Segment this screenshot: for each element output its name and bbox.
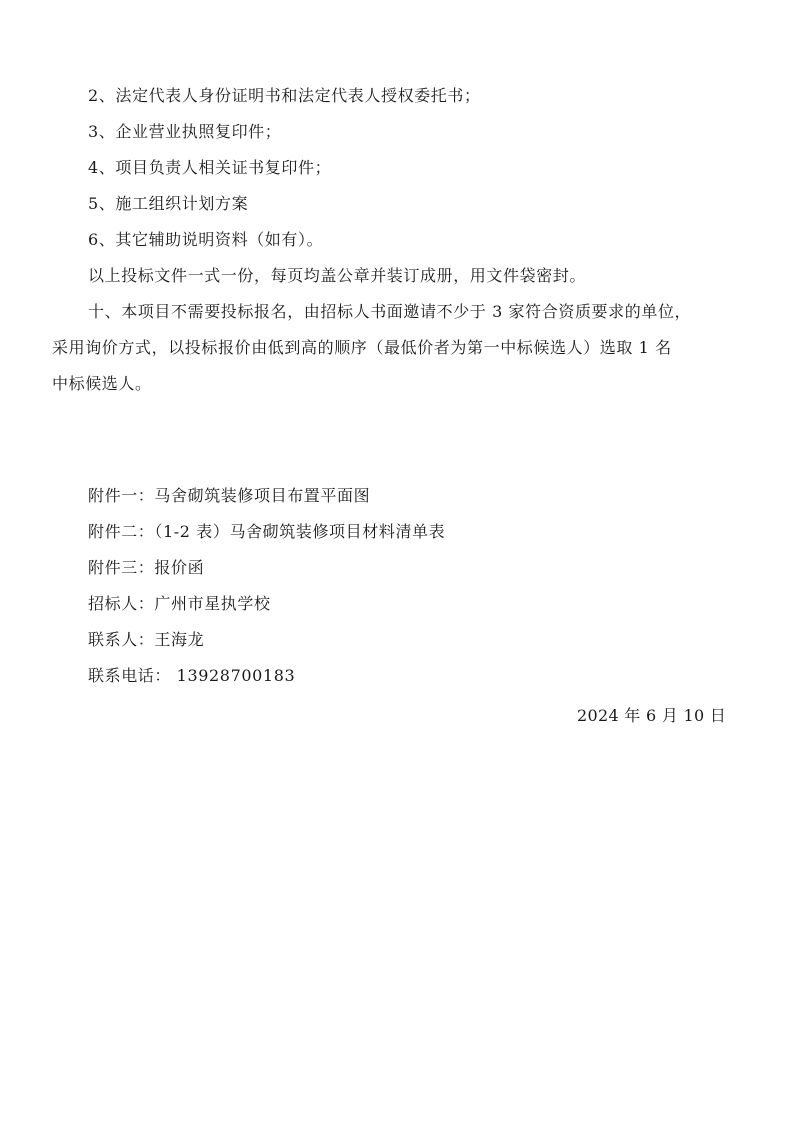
attachment-3: 附件三：报价函 <box>88 558 205 577</box>
sealing-note: 以上投标文件一式一份，每页均盖公章并装订成册，用文件袋密封。 <box>88 266 587 285</box>
section-ten-line-1: 十、本项目不需要投标报名，由招标人书面邀请不少于 3 家符合资质要求的单位， <box>88 302 692 321</box>
attachment-1: 附件一：马舍砌筑装修项目布置平面图 <box>88 486 371 505</box>
document-date: 2024 年 6 月 10 日 <box>577 706 727 725</box>
section-ten-line-2: 采用询价方式，以投标报价由低到高的顺序（最低价者为第一中标候选人）选取 1 名 <box>52 338 672 357</box>
section-ten-line-3: 中标候选人。 <box>52 374 152 393</box>
tenderer: 招标人：广州市星执学校 <box>88 594 271 613</box>
requirement-item-5: 5、施工组织计划方案 <box>88 194 249 213</box>
requirement-item-2: 2、法定代表人身份证明书和法定代表人授权委托书； <box>88 86 481 105</box>
requirement-item-3: 3、企业营业执照复印件； <box>88 122 282 141</box>
attachment-2: 附件二：（1-2 表）马舍砌筑装修项目材料清单表 <box>88 522 446 541</box>
contact-phone: 联系电话： 13928700183 <box>88 666 296 685</box>
requirement-item-4: 4、项目负责人相关证书复印件； <box>88 158 332 177</box>
contact-person: 联系人：王海龙 <box>88 630 205 649</box>
requirement-item-6: 6、其它辅助说明资料（如有）。 <box>88 230 324 249</box>
